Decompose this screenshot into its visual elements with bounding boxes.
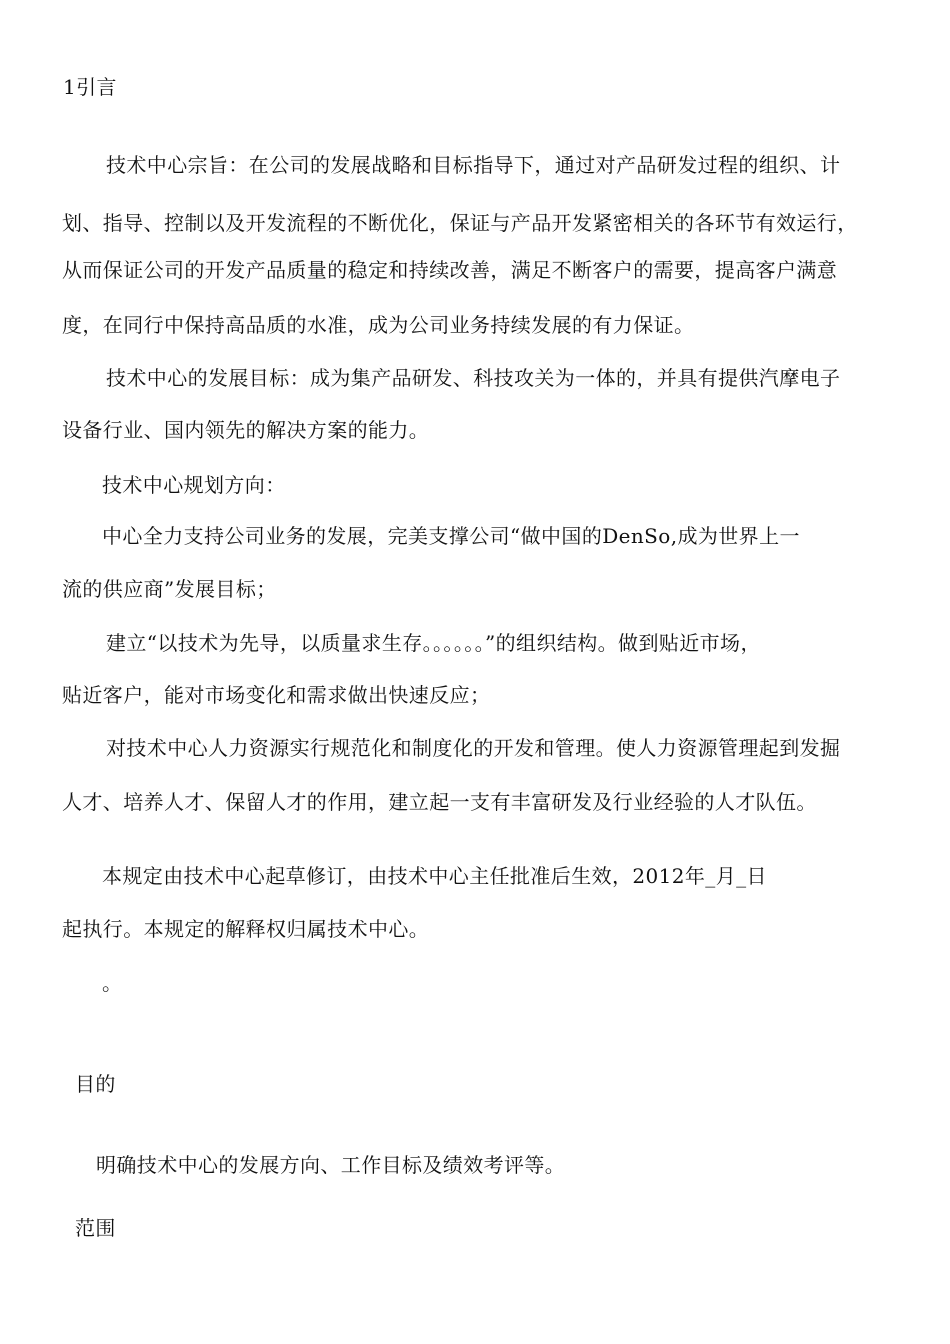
- paragraph-line: 技术中心宗旨：在公司的发展战略和目标指导下，通过对产品研发过程的组织、计: [106, 153, 841, 177]
- paragraph-line: 划、指导、控制以及开发流程的不断优化，保证与产品开发紧密相关的各环节有效运行，: [62, 211, 858, 235]
- paragraph-line: 技术中心的发展目标：成为集产品研发、科技攻关为一体的，并具有提供汽摩电子: [106, 366, 841, 390]
- objective-text: 明确技术中心的发展方向、工作目标及绩效考评等。: [96, 1153, 566, 1177]
- section-intro-heading: 1引言: [63, 75, 117, 99]
- paragraph-line: 度，在同行中保持高品质的水准，成为公司业务持续发展的有力保证。: [62, 313, 695, 337]
- paragraph-line: 本规定由技术中心起草修订，由技术中心主任批准后生效，2012年_月_日: [102, 864, 767, 888]
- paragraph-line: 从而保证公司的开发产品质量的稳定和持续改善，满足不断客户的需要，提高客户满意: [62, 258, 838, 282]
- paragraph-line: 流的供应商”发展目标；: [62, 577, 277, 601]
- objective-heading: 目的: [75, 1072, 116, 1096]
- paragraph-line: 人才、培养人才、保留人才的作用，建立起一支有丰富研发及行业经验的人才队伍。: [62, 790, 817, 814]
- direction-heading: 技术中心规划方向：: [102, 473, 286, 497]
- paragraph-line: 设备行业、国内领先的解决方案的能力。: [62, 418, 430, 442]
- scope-heading: 范围: [75, 1216, 116, 1240]
- paragraph-line: 起执行。本规定的解释权归属技术中心。: [62, 917, 430, 941]
- stray-punctuation: 。: [102, 971, 123, 995]
- paragraph-line: 建立“以技术为先导，以质量求生存。。。。。。”的组织结构。做到贴近市场，: [106, 631, 761, 655]
- paragraph-line: 对技术中心人力资源实行规范化和制度化的开发和管理。使人力资源管理起到发掘: [106, 736, 841, 760]
- paragraph-line: 中心全力支持公司业务的发展，完美支撑公司“做中国的DenSo,成为世界上一: [102, 524, 800, 548]
- paragraph-line: 贴近客户，能对市场变化和需求做出快速反应；: [62, 683, 491, 707]
